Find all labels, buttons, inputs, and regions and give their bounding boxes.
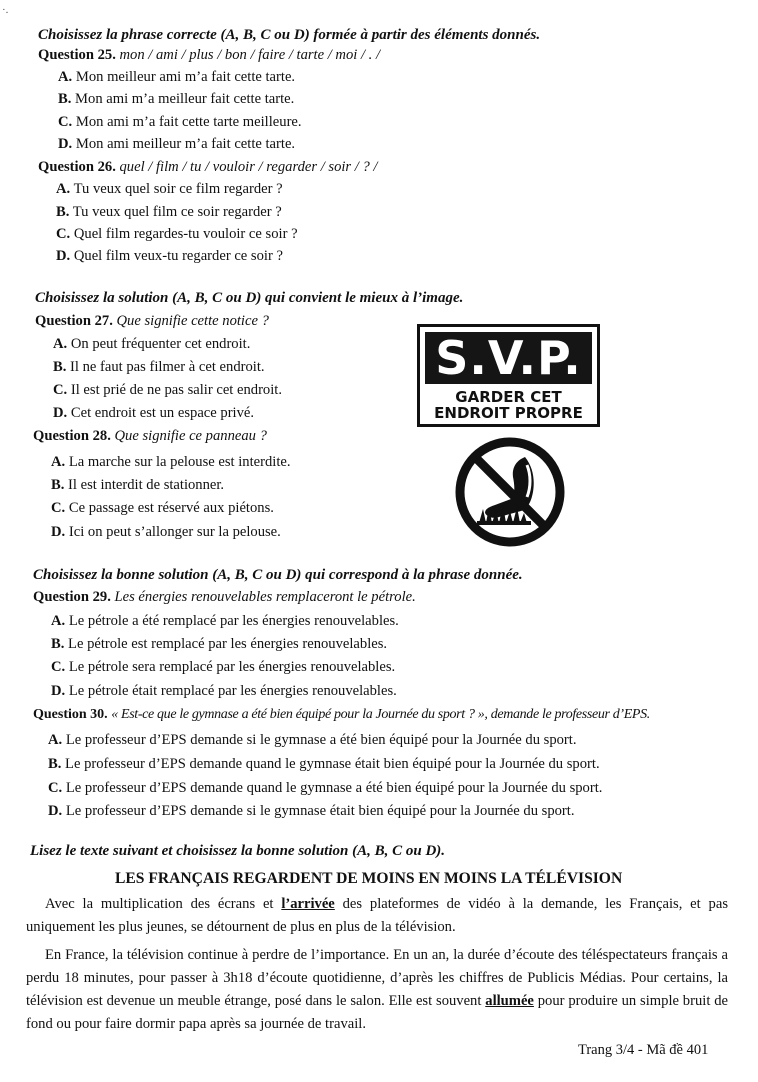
option-text: On peut fréquenter cet endroit. xyxy=(70,336,251,352)
option-text: La marche sur la pelouse est interdite. xyxy=(68,454,291,470)
option-29-d xyxy=(51,682,397,700)
option-text: Le professeur d’EPS demande si le gymnase a été bien équipé pour la Journée du sport. xyxy=(65,732,577,748)
reading-title: LES FRANÇAIS REGARDENT DE MOINS EN MOINS LA TÉLÉVISION xyxy=(115,870,623,887)
option-text: Le professeur d’EPS demande quand le gymnase a été bien équipé pour la Journée du sport. xyxy=(65,780,603,796)
option-text: Tu veux quel soir ce film regarder ? xyxy=(73,181,283,197)
option-28-c xyxy=(51,499,274,517)
option-text: Tu veux quel film ce soir regarder ? xyxy=(72,204,282,220)
question-25 xyxy=(38,46,380,64)
paragraph-text: pour produire un simple bruit de fond ou pour faire dormir papa après sa journée de travail. xyxy=(26,993,728,1032)
underlined-word-allumee: allumée xyxy=(485,993,534,1009)
option-text: Le pétrole était remplacé par les énergies renouvelables. xyxy=(68,683,397,699)
option-30-b xyxy=(48,755,600,773)
option-text: Mon ami meilleur m’a fait cette tarte. xyxy=(75,136,296,152)
page-footer: Trang 3/4 - Mã đề 401 xyxy=(578,1042,709,1058)
question-label: Question 27. xyxy=(35,313,113,329)
option-text: Il est interdit de stationner. xyxy=(68,477,225,493)
option-text: Le pétrole a été remplacé par les énergies renouvelables. xyxy=(68,613,399,629)
question-28 xyxy=(33,427,267,445)
paragraph-text: des plateformes de vidéo à la demande, les Français, et pas uniquement les plus jeunes, se détournent de plus en plus de la télévision. xyxy=(26,896,728,935)
question-29 xyxy=(33,588,416,606)
option-letter: B. xyxy=(53,359,67,375)
option-26-b xyxy=(56,203,282,221)
option-letter: C. xyxy=(56,226,71,242)
option-text: Le professeur d’EPS demande si le gymnase était bien équipé pour la Journée du sport. xyxy=(65,803,575,819)
option-28-d xyxy=(51,523,281,541)
option-25-a xyxy=(58,68,295,86)
option-letter: B. xyxy=(51,477,65,493)
option-text: Le pétrole sera remplacé par les énergies renouvelables. xyxy=(68,659,396,675)
option-letter: C. xyxy=(58,114,73,130)
option-29-a xyxy=(51,612,399,630)
option-26-c xyxy=(56,225,298,243)
option-letter: B. xyxy=(56,204,70,220)
option-text: Quel film regardes-tu vouloir ce soir ? xyxy=(73,226,298,242)
question-prompt: mon / ami / plus / bon / faire / tarte / moi / . / xyxy=(119,47,381,63)
question-label: Question 25. xyxy=(38,47,116,63)
option-letter: C. xyxy=(48,780,63,796)
reading-paragraph-1 xyxy=(26,893,728,939)
option-letter: B. xyxy=(51,636,65,652)
paragraph-text: En France, la télévision continue à perdre de l’importance. En un an, la durée d’écoute des téléspectateurs français a perdu 18 minutes, pour passer à 3h18 d’écoute quotidienne, d’après les chiffres de Publicis Médias. Pour certains, la télévision est devenue un meuble étrange, posé dans le salon. Elle est souvent xyxy=(26,947,728,1009)
option-text: Ici on peut s’allonger sur la pelouse. xyxy=(68,524,281,540)
question-prompt: Les énergies renouvelables remplaceront le pétrole. xyxy=(114,589,416,605)
option-27-b xyxy=(53,358,265,376)
option-text: Cet endroit est un espace privé. xyxy=(70,405,255,421)
option-text: Il ne faut pas filmer à cet endroit. xyxy=(70,359,265,375)
option-letter: D. xyxy=(51,683,66,699)
scan-mark: ·. xyxy=(2,4,9,16)
option-29-b xyxy=(51,635,387,653)
option-letter: C. xyxy=(53,382,68,398)
option-letter: A. xyxy=(53,336,68,352)
option-letter: A. xyxy=(58,69,73,85)
option-letter: B. xyxy=(58,91,72,107)
option-letter: D. xyxy=(58,136,73,152)
option-25-d xyxy=(58,135,295,153)
option-28-b xyxy=(51,476,224,494)
reading-paragraph-2 xyxy=(26,944,728,1036)
section-instruction-2: Choisissez la solution (A, B, C ou D) qui convient le mieux à l’image. xyxy=(35,290,464,306)
option-text: Mon meilleur ami m’a fait cette tarte. xyxy=(75,69,296,85)
option-27-d xyxy=(53,404,254,422)
option-30-a xyxy=(48,731,577,749)
question-30 xyxy=(33,706,650,724)
option-letter: A. xyxy=(56,181,71,197)
paragraph-text: Avec la multiplication des écrans et xyxy=(45,896,282,912)
option-letter: A. xyxy=(51,454,66,470)
no-walking-on-grass-icon xyxy=(455,437,565,547)
option-letter: C. xyxy=(51,659,66,675)
question-label: Question 28. xyxy=(33,428,111,444)
option-27-c xyxy=(53,381,282,399)
section-instruction-3: Choisissez la bonne solution (A, B, C ou D) qui correspond à la phrase donnée. xyxy=(33,567,523,583)
option-text: Mon ami m’a meilleur fait cette tarte. xyxy=(75,91,295,107)
section-instruction-4: Lisez le texte suivant et choisissez la bonne solution (A, B, C ou D). xyxy=(30,843,446,859)
option-25-c xyxy=(58,113,302,131)
option-letter: D. xyxy=(53,405,68,421)
question-prompt: Que signifie ce panneau ? xyxy=(114,428,267,444)
svp-notice-line-1: GARDER CET xyxy=(455,388,562,406)
option-letter: D. xyxy=(51,524,66,540)
option-30-c xyxy=(48,779,602,797)
svp-notice-sign xyxy=(417,324,600,427)
option-text: Il est prié de ne pas salir cet endroit. xyxy=(70,382,282,398)
option-28-a xyxy=(51,453,291,471)
question-27 xyxy=(35,312,269,330)
option-text: Le professeur d’EPS demande quand le gymnase était bien équipé pour la Journée du sport. xyxy=(65,756,600,772)
option-letter: A. xyxy=(51,613,66,629)
svp-notice-heading: S.V.P. xyxy=(425,332,592,384)
option-25-b xyxy=(58,90,294,108)
option-text: Ce passage est réservé aux piétons. xyxy=(68,500,274,516)
question-label: Question 26. xyxy=(38,159,116,175)
option-29-c xyxy=(51,658,395,676)
option-26-a xyxy=(56,180,283,198)
question-prompt: quel / film / tu / vouloir / regarder / soir / ? / xyxy=(119,159,378,175)
option-letter: A. xyxy=(48,732,63,748)
option-text: Quel film veux-tu regarder ce soir ? xyxy=(73,248,283,264)
option-text: Le pétrole est remplacé par les énergies renouvelables. xyxy=(68,636,388,652)
option-letter: C. xyxy=(51,500,66,516)
question-label: Question 29. xyxy=(33,589,111,605)
option-letter: B. xyxy=(48,756,62,772)
question-prompt: Que signifie cette notice ? xyxy=(116,313,269,329)
option-letter: D. xyxy=(56,248,71,264)
question-prompt: « Est-ce que le gymnase a été bien équipé pour la Journée du sport ? », demande le professeur d’EPS. xyxy=(111,707,650,722)
section-instruction-1: Choisissez la phrase correcte (A, B, C ou D) formée à partir des éléments donnés. xyxy=(38,27,541,43)
option-text: Mon ami m’a fait cette tarte meilleure. xyxy=(75,114,302,130)
option-30-d xyxy=(48,802,574,820)
option-27-a xyxy=(53,335,250,353)
question-26 xyxy=(38,158,377,176)
option-26-d xyxy=(56,247,283,265)
question-label: Question 30. xyxy=(33,707,108,722)
svp-notice-line-2: ENDROIT PROPRE xyxy=(434,404,583,422)
underlined-word-arrivee: l’arrivée xyxy=(281,896,335,912)
option-letter: D. xyxy=(48,803,63,819)
